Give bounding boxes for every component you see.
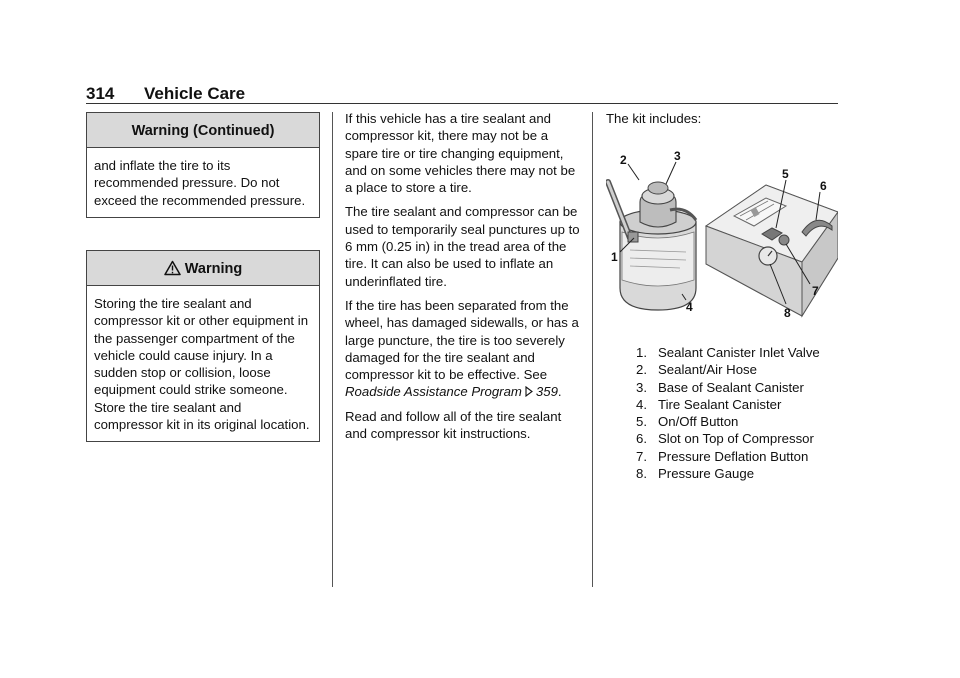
list-item: 2. Sealant/Air Hose xyxy=(636,362,757,378)
callout-6: 6 xyxy=(820,179,827,193)
paragraph-instructions: Read and follow all of the tire sealant and compressor kit instructions. xyxy=(345,408,562,442)
warning-body: Storing the tire sealant and compressor kit or other equipment in the passenger compartment of the vehicle could cause injury. In a sudden stop or collision, loose equipment could strike someone. Store the tire sealant and compressor kit in its original location. xyxy=(94,296,310,433)
warning-title: Warning xyxy=(184,261,243,277)
kit-illustration xyxy=(606,140,838,330)
paragraph-severe-damage-text: If the tire has been separated from the wheel, has damaged sidewalls, or has a large puncture, the tire is too severely damaged for the tire sealant and compressor kit to be effective. See xyxy=(345,297,579,383)
warning-title-bar xyxy=(87,251,319,286)
sentence-end: . xyxy=(557,384,562,400)
callout-2: 2 xyxy=(620,153,627,167)
page-number: 314 xyxy=(86,84,115,103)
list-item: 6. Slot on Top of Compressor xyxy=(636,431,814,447)
roadside-assistance-link[interactable]: Roadside Assistance Program xyxy=(345,384,522,400)
callout-5: 5 xyxy=(782,167,789,181)
callout-7: 7 xyxy=(812,284,819,298)
callout-8: 8 xyxy=(784,306,791,320)
warning-continued-title: Warning (Continued) xyxy=(87,113,319,148)
callout-4: 4 xyxy=(686,300,693,314)
list-item: 5. On/Off Button xyxy=(636,414,739,430)
warning-triangle-icon xyxy=(164,260,181,276)
kit-items-list xyxy=(636,344,820,482)
column-divider-2 xyxy=(592,112,593,587)
header-rule xyxy=(86,103,838,104)
column-divider-1 xyxy=(332,112,333,587)
list-item: 4. Tire Sealant Canister xyxy=(636,396,782,412)
list-item: 7. Pressure Deflation Button xyxy=(636,448,809,464)
paragraph-usage: The tire sealant and compressor can be used to temporarily seal punctures up to 6 mm (0.25 in) in the tread area of the tire. It can also be used to inflate an underinflated tire. xyxy=(345,204,580,289)
sealant-canister xyxy=(608,182,696,310)
paragraph-severe-damage xyxy=(345,297,581,401)
list-item: 8. Pressure Gauge xyxy=(636,466,755,482)
list-item: 1. Sealant Canister Inlet Valve xyxy=(636,345,820,360)
callout-3: 3 xyxy=(674,149,681,163)
paragraph-kit-intro: If this vehicle has a tire sealant and compressor kit, there may not be a spare tire or tire changing equipment, and on some vehicles there may not be a place to store a tire. xyxy=(345,111,576,196)
page-reference-icon xyxy=(524,386,534,397)
list-item: 3. Base of Sealant Canister xyxy=(636,379,804,395)
warning-box xyxy=(86,250,320,442)
column-2 xyxy=(345,110,581,449)
column-3 xyxy=(606,110,838,134)
roadside-assistance-page[interactable]: 359 xyxy=(535,384,558,400)
kit-intro: The kit includes: xyxy=(606,111,702,126)
section-title: Vehicle Care xyxy=(144,84,246,103)
warning-continued-body: and inflate the tire to its recommended pressure. Do not exceed the recommended pressure. xyxy=(94,158,306,208)
callout-1: 1 xyxy=(611,250,618,264)
warning-continued-box xyxy=(86,112,320,218)
page-header xyxy=(86,84,245,104)
